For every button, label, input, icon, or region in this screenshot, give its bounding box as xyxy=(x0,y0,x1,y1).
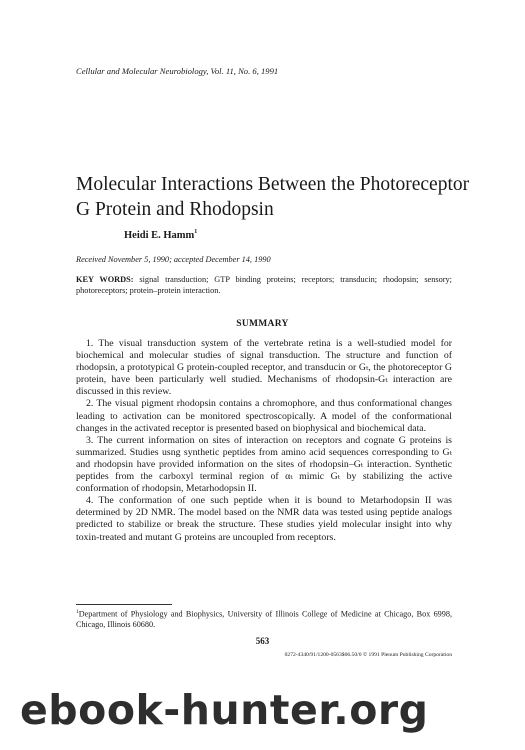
author-footnote-mark: 1 xyxy=(194,229,198,235)
summary-paragraph-1: 1. The visual transduction system of the vertebrate retina is a well-studied model for biochemical and molecular studies of signal transduction. The structure and function of rhodopsin, a prototypical G protein-coupled receptor, and transducin or Gₜ, the photoreceptor G protein, have been particularly well studied. Mechanisms of rhodopsin-Gₜ interaction are discussed in this review. xyxy=(76,338,452,398)
received-dates: Received November 5, 1990; accepted December 14, 1990 xyxy=(76,255,271,264)
keywords-label: KEY WORDS: xyxy=(76,275,134,284)
summary-paragraph-3: 3. The current information on sites of interaction on receptors and cognate G proteins is summarized. Studies usng synthetic peptides from amino acid sequences corresponding to Gₜ and rhodopsin have provided information on the sites of rhodopsin–Gₜ interaction. Synthetic peptides from the carboxyl terminal region of αₜ mimic Gₜ by stabilizing the active conformation of rhodopsin, Metarhodopsin II. xyxy=(76,434,452,495)
footnote xyxy=(76,607,452,630)
footnote-mark: 1 xyxy=(76,609,79,615)
page-number: 563 xyxy=(255,636,270,646)
copyright-line: 0272-4340/91/1200-0563$06.50/0 © 1991 Plenum Publishing Corporation xyxy=(284,652,452,658)
footnote-text: Department of Physiology and Biophysics, University of Illinois College of Medicine at Chicago, Box 6998, Chicago, Illinois 60680. xyxy=(76,609,452,629)
article-title: Molecular Interactions Between the Photoreceptor G Protein and Rhodopsin xyxy=(76,174,470,220)
footnote-divider xyxy=(76,604,172,605)
author-name: Heidi E. Hamm xyxy=(124,230,195,241)
keywords xyxy=(76,275,452,296)
summary-paragraph-4: 4. The conformation of one such peptide when it is bound to Metarhodopsin II was determined by 2D NMR. The model based on the NMR data was tested using peptide analogs predicted to stabilize or break the structure. These studies yield molecular insight into why toxin-treated and mutant G proteins are uncoupled from receptors. xyxy=(76,495,452,543)
article-author xyxy=(124,230,197,241)
keywords-text: signal transduction; GTP binding proteins; receptors; transducin; rhodopsin; sensory; photoreceptors; protein–protein interaction. xyxy=(76,275,452,295)
summary-paragraph-2: 2. The visual pigment rhodopsin contains a chromophore, and thus conformational changes leading to activation can be monitored spectroscopically. A model of the conformational changes in the activated receptor is presented based on biophysical and biochemical data. xyxy=(76,398,452,434)
summary-body xyxy=(76,338,452,544)
journal-citation: Cellular and Molecular Neurobiology, Vol. 11, No. 6, 1991 xyxy=(76,66,279,76)
watermark-logo: ebook-hunter.org xyxy=(20,686,429,734)
summary-heading: SUMMARY xyxy=(236,319,289,329)
